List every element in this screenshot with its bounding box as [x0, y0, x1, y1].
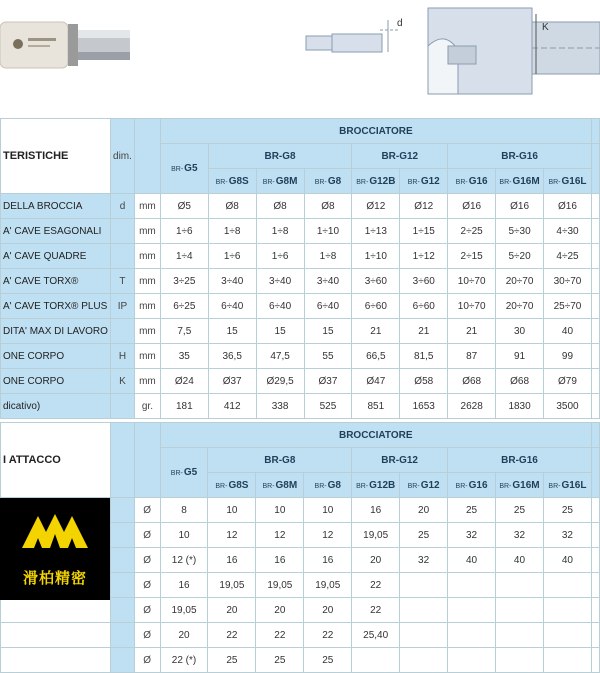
- row-unit: mm: [134, 369, 160, 394]
- table-cell: 19,05: [352, 523, 400, 548]
- table-cell: 22: [352, 573, 400, 598]
- row-dim: [110, 319, 134, 344]
- table-row: [1, 648, 600, 673]
- table-cell: 16: [304, 548, 352, 573]
- row-unit: Ø: [134, 623, 160, 648]
- table-cell: 40: [496, 548, 544, 573]
- table-cell: 25÷70: [544, 294, 592, 319]
- table-cell: 20: [160, 623, 208, 648]
- table-cell: 10: [208, 498, 256, 523]
- cut-header: [591, 144, 599, 194]
- table-cell: 6÷60: [400, 294, 448, 319]
- row-label: DITA' MAX DI LAVORO: [1, 319, 111, 344]
- table-cell: 1÷12: [400, 244, 448, 269]
- table-cell: 16: [256, 548, 304, 573]
- table-cell-cut: [591, 573, 599, 598]
- table-cell: [448, 648, 496, 673]
- table-cell: 5÷30: [496, 219, 544, 244]
- table-cell-cut: [591, 344, 599, 369]
- table-cell-cut: [591, 548, 599, 573]
- table-cell: 20: [256, 598, 304, 623]
- table-cell: 10: [256, 498, 304, 523]
- row-unit: mm: [134, 194, 160, 219]
- model-g8m-header: BR-G8M: [256, 473, 304, 498]
- table-cell: 40: [544, 319, 592, 344]
- table-cell: 32: [496, 523, 544, 548]
- table-cell-cut: [591, 244, 599, 269]
- table-cell: Ø68: [496, 369, 544, 394]
- table-cell: Ø24: [160, 369, 208, 394]
- table-cell: 66,5: [352, 344, 400, 369]
- table-cell: 3÷60: [352, 269, 400, 294]
- table1-header-left: TERISTICHE: [1, 119, 111, 194]
- table-cell: 10: [304, 498, 352, 523]
- table-cell: 19,05: [208, 573, 256, 598]
- row-label: ONE CORPO: [1, 344, 111, 369]
- model-g8-header: BR-G8: [304, 169, 352, 194]
- table-cell: 1÷6: [160, 219, 208, 244]
- table-cell: 16: [160, 573, 208, 598]
- table-cell: Ø16: [544, 194, 592, 219]
- row-label: A' CAVE QUADRE: [1, 244, 111, 269]
- table-cell: 10: [160, 523, 208, 548]
- table-cell: 20: [208, 598, 256, 623]
- brocciatore-title: BROCCIATORE: [160, 119, 591, 144]
- table-cell: [496, 573, 544, 598]
- row-unit: Ø: [134, 573, 160, 598]
- table-cell: 5÷20: [496, 244, 544, 269]
- table-cell: [400, 648, 448, 673]
- model-g16-header: BR-G16: [448, 473, 496, 498]
- table-cell: 7,5: [160, 319, 208, 344]
- table-cell-cut: [591, 498, 599, 523]
- table-cell: 3÷60: [400, 269, 448, 294]
- table-cell: 22 (*): [160, 648, 208, 673]
- row-dim: [110, 573, 134, 598]
- table-cell: Ø68: [448, 369, 496, 394]
- table-cell: Ø5: [160, 194, 208, 219]
- table-cell: 22: [352, 598, 400, 623]
- model-g16l-header: BR-G16L: [544, 169, 592, 194]
- company-logo: [0, 498, 110, 600]
- table-cell: 1÷6: [208, 244, 256, 269]
- table-cell: 21: [448, 319, 496, 344]
- table-cell: 25: [543, 498, 591, 523]
- product-illustration: [0, 0, 600, 110]
- table-cell: 15: [304, 319, 352, 344]
- table-cell: Ø37: [304, 369, 352, 394]
- table-cell-cut: [591, 369, 599, 394]
- row-unit: gr.: [134, 394, 160, 419]
- row-unit: mm: [134, 244, 160, 269]
- table-cell: [400, 573, 448, 598]
- table-cell: Ø8: [304, 194, 352, 219]
- table-cell: 25,40: [352, 623, 400, 648]
- table-row: [1, 344, 600, 369]
- model-g12-header: BR-G12: [400, 473, 448, 498]
- table-cell: 10÷70: [448, 269, 496, 294]
- row-dim: [110, 598, 134, 623]
- row-unit: mm: [134, 219, 160, 244]
- table-cell: 1÷6: [256, 244, 304, 269]
- row-label: [1, 623, 111, 648]
- table-cell: 19,05: [304, 573, 352, 598]
- table-cell: 22: [304, 623, 352, 648]
- table-cell: 8: [160, 498, 208, 523]
- table-cell: 22: [256, 623, 304, 648]
- table-cell: 2÷15: [448, 244, 496, 269]
- table-cell: 16: [208, 548, 256, 573]
- table-cell: 3÷25: [160, 269, 208, 294]
- table-cell: 99: [544, 344, 592, 369]
- row-unit: Ø: [134, 598, 160, 623]
- table-cell: Ø12: [352, 194, 400, 219]
- table-row: [1, 194, 600, 219]
- table-cell: 25: [448, 498, 496, 523]
- table-cell: [543, 598, 591, 623]
- model-g8m-header: BR-G8M: [256, 169, 304, 194]
- table-cell: 30÷70: [544, 269, 592, 294]
- table-cell: 25: [208, 648, 256, 673]
- table-cell: Ø29,5: [256, 369, 304, 394]
- table-cell: 25: [400, 523, 448, 548]
- dim-header: dim.: [110, 119, 134, 194]
- table-cell: 12 (*): [160, 548, 208, 573]
- model-g8s-header: BR-G8S: [208, 473, 256, 498]
- model-g8-header: BR-G8: [304, 473, 352, 498]
- table-cell: 1÷4: [160, 244, 208, 269]
- table-cell: 6÷40: [304, 294, 352, 319]
- table-row: [1, 598, 600, 623]
- table-cell: 16: [352, 498, 400, 523]
- table-cell: 6÷25: [160, 294, 208, 319]
- table-cell: 25: [256, 648, 304, 673]
- table-cell: 181: [160, 394, 208, 419]
- table-cell: [400, 598, 448, 623]
- logo-text: 滑柏精密: [22, 569, 87, 587]
- table-cell: 12: [208, 523, 256, 548]
- group-g12-header: BR-G12: [352, 144, 448, 169]
- logo-mark-icon: [20, 510, 90, 550]
- table-cell: 15: [256, 319, 304, 344]
- table-cell: 3÷40: [208, 269, 256, 294]
- table-cell-cut: [591, 523, 599, 548]
- table-cell: 12: [304, 523, 352, 548]
- table-cell-cut: [591, 394, 599, 419]
- table-cell: 1÷13: [352, 219, 400, 244]
- row-unit: mm: [134, 294, 160, 319]
- row-dim: [110, 548, 134, 573]
- row-label: dicativo): [1, 394, 111, 419]
- unit-header: [134, 423, 160, 498]
- table-cell-cut: [591, 623, 599, 648]
- row-label: [1, 598, 111, 623]
- table-cell: 20÷70: [496, 294, 544, 319]
- row-dim: [110, 523, 134, 548]
- table-cell: 21: [400, 319, 448, 344]
- table-cell: [496, 598, 544, 623]
- specifications-table: [0, 118, 600, 419]
- row-label: [1, 648, 111, 673]
- table-cell: 21: [352, 319, 400, 344]
- table-row: [1, 294, 600, 319]
- brocciatore-title: BROCCIATORE: [160, 423, 591, 448]
- table-cell: Ø16: [448, 194, 496, 219]
- row-unit: mm: [134, 344, 160, 369]
- dimension-k-label: K: [542, 22, 549, 33]
- row-dim: H: [110, 344, 134, 369]
- row-dim: [110, 394, 134, 419]
- row-label: A' CAVE TORX® PLUS: [1, 294, 111, 319]
- table-cell: 87: [448, 344, 496, 369]
- model-g12b-header: BR-G12B: [352, 169, 400, 194]
- table-cell: 15: [208, 319, 256, 344]
- table-cell: 20: [304, 598, 352, 623]
- row-dim: T: [110, 269, 134, 294]
- table-cell-cut: [591, 194, 599, 219]
- table-cell: 1÷8: [304, 244, 352, 269]
- table-cell-cut: [591, 269, 599, 294]
- table-cell: 4÷25: [544, 244, 592, 269]
- group-g16-header: BR-G16: [448, 144, 592, 169]
- table-cell: 20: [352, 548, 400, 573]
- table-cell: 1÷15: [400, 219, 448, 244]
- row-dim: [110, 648, 134, 673]
- table-cell-cut: [591, 294, 599, 319]
- table-cell: Ø47: [352, 369, 400, 394]
- table-cell: Ø37: [208, 369, 256, 394]
- table-cell: 1830: [496, 394, 544, 419]
- table-cell: 40: [448, 548, 496, 573]
- table-cell: 20: [400, 498, 448, 523]
- table-cell: 25: [304, 648, 352, 673]
- table-cell: 4÷30: [544, 219, 592, 244]
- table-cell: 81,5: [400, 344, 448, 369]
- table-cell: 1÷8: [208, 219, 256, 244]
- table-cell: 35: [160, 344, 208, 369]
- table-cell: 3÷40: [304, 269, 352, 294]
- table-cell: 20÷70: [496, 269, 544, 294]
- cut-header: [591, 119, 599, 144]
- table-row: [1, 319, 600, 344]
- table-cell: 55: [304, 344, 352, 369]
- row-unit: Ø: [134, 648, 160, 673]
- table-cell: Ø12: [400, 194, 448, 219]
- row-unit: mm: [134, 319, 160, 344]
- table-cell: 32: [400, 548, 448, 573]
- table-cell: 6÷60: [352, 294, 400, 319]
- table-row: [1, 244, 600, 269]
- table-cell: [448, 598, 496, 623]
- table-cell: 36,5: [208, 344, 256, 369]
- table-row: [1, 394, 600, 419]
- model-g8s-header: BR-G8S: [208, 169, 256, 194]
- table-cell: 25: [496, 498, 544, 523]
- row-dim: [110, 219, 134, 244]
- table-cell: [448, 573, 496, 598]
- row-label: A' CAVE TORX®: [1, 269, 111, 294]
- row-dim: d: [110, 194, 134, 219]
- table-cell: 91: [496, 344, 544, 369]
- table-cell: [496, 648, 544, 673]
- row-unit: Ø: [134, 548, 160, 573]
- row-label: A' CAVE ESAGONALI: [1, 219, 111, 244]
- unit-header: [134, 119, 160, 194]
- table-row: [1, 369, 600, 394]
- table-cell: 3500: [544, 394, 592, 419]
- dimension-d-label: d: [397, 18, 403, 29]
- table-cell: 47,5: [256, 344, 304, 369]
- table-row: [1, 269, 600, 294]
- table-cell: Ø16: [496, 194, 544, 219]
- table-cell: [400, 623, 448, 648]
- table-cell: 2628: [448, 394, 496, 419]
- table-cell: [496, 623, 544, 648]
- table-cell: Ø58: [400, 369, 448, 394]
- table-cell: [543, 648, 591, 673]
- table-cell: 19,05: [160, 598, 208, 623]
- model-g12-header: BR-G12: [400, 169, 448, 194]
- row-dim: [110, 623, 134, 648]
- table-cell: 338: [256, 394, 304, 419]
- table-cell: [543, 573, 591, 598]
- row-unit: mm: [134, 269, 160, 294]
- table-cell: 2÷25: [448, 219, 496, 244]
- table-cell: 22: [208, 623, 256, 648]
- table-cell-cut: [591, 319, 599, 344]
- table-cell-cut: [591, 648, 599, 673]
- model-g5-header: BR-G5: [160, 144, 208, 194]
- table-cell: [352, 648, 400, 673]
- table-row: [1, 623, 600, 648]
- table-cell: Ø8: [256, 194, 304, 219]
- table-cell: [543, 623, 591, 648]
- model-g16-header: BR-G16: [448, 169, 496, 194]
- table-cell: 525: [304, 394, 352, 419]
- table-cell: 12: [256, 523, 304, 548]
- table-cell: 6÷40: [208, 294, 256, 319]
- table2-header-left: I ATTACCO: [1, 423, 111, 498]
- table-cell: 1÷10: [304, 219, 352, 244]
- table-cell: 30: [496, 319, 544, 344]
- row-unit: Ø: [134, 498, 160, 523]
- model-g12b-header: BR-G12B: [352, 473, 400, 498]
- model-g16m-header: BR-G16M: [496, 473, 544, 498]
- model-g16m-header: BR-G16M: [496, 169, 544, 194]
- table-cell: Ø79: [544, 369, 592, 394]
- row-dim: [110, 244, 134, 269]
- cut-header: [591, 423, 599, 448]
- table-cell: 851: [352, 394, 400, 419]
- table-cell: 1653: [400, 394, 448, 419]
- row-dim: K: [110, 369, 134, 394]
- group-g16-header: BR-G16: [448, 448, 592, 473]
- table-cell: 412: [208, 394, 256, 419]
- group-g8-header: BR-G8: [208, 144, 352, 169]
- group-g8-header: BR-G8: [208, 448, 352, 473]
- table-cell: [448, 623, 496, 648]
- dim-header: [110, 423, 134, 498]
- group-g12-header: BR-G12: [352, 448, 448, 473]
- row-label: DELLA BROCCIA: [1, 194, 111, 219]
- table-cell-cut: [591, 219, 599, 244]
- model-g5-header: BR-G5: [160, 448, 208, 498]
- model-g16l-header: BR-G16L: [543, 473, 591, 498]
- table-cell: 1÷8: [256, 219, 304, 244]
- table-cell: 40: [543, 548, 591, 573]
- table-cell: 10÷70: [448, 294, 496, 319]
- table-cell: 32: [543, 523, 591, 548]
- table-cell-cut: [591, 598, 599, 623]
- table-cell: Ø8: [208, 194, 256, 219]
- row-dim: [110, 498, 134, 523]
- broaching-tool-drawing: [0, 0, 600, 110]
- table-row: [1, 219, 600, 244]
- row-unit: Ø: [134, 523, 160, 548]
- row-dim: IP: [110, 294, 134, 319]
- cut-header: [591, 448, 599, 498]
- table-cell: 3÷40: [256, 269, 304, 294]
- table-cell: 32: [448, 523, 496, 548]
- table-cell: 6÷40: [256, 294, 304, 319]
- table-cell: 1÷10: [352, 244, 400, 269]
- table-cell: 19,05: [256, 573, 304, 598]
- row-label: ONE CORPO: [1, 369, 111, 394]
